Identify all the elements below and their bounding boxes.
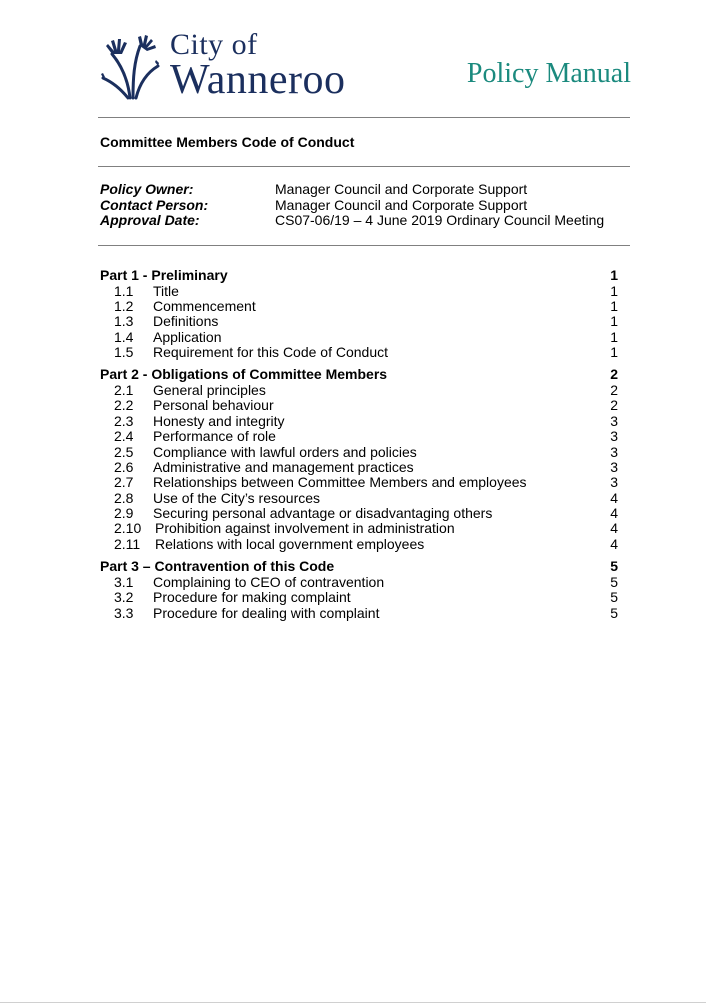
meta-row-approval-date (100, 213, 604, 229)
toc-item-label: Administrative and management practices (153, 458, 414, 475)
toc-item[interactable] (100, 445, 620, 460)
toc-item[interactable] (100, 590, 620, 605)
toc-page-number: 4 (610, 505, 618, 522)
toc-item[interactable] (100, 330, 620, 345)
toc-item[interactable] (100, 475, 620, 490)
toc-page-number: 2 (610, 366, 618, 383)
toc-item-number: 2.4 (114, 428, 134, 445)
toc-page-number: 1 (610, 313, 618, 330)
toc-item-label: Performance of role (153, 428, 276, 445)
toc-item-number: 2.9 (114, 505, 134, 522)
meta-row-contact-person (100, 198, 604, 214)
toc-item[interactable] (100, 460, 620, 475)
toc-item[interactable] (100, 521, 620, 536)
toc-item-label: Commencement (153, 297, 256, 314)
meta-value: Manager Council and Corporate Support (275, 196, 528, 213)
toc-item-number: 1.3 (114, 313, 134, 330)
toc-item[interactable] (100, 299, 620, 314)
toc-page-number: 3 (610, 443, 618, 460)
toc-item[interactable] (100, 429, 620, 444)
toc-item-number: 1.2 (114, 297, 134, 314)
toc-item[interactable] (100, 345, 620, 360)
toc-item[interactable] (100, 491, 620, 506)
toc-part-1[interactable] (100, 268, 620, 284)
toc-item-number: 2.6 (114, 458, 134, 475)
meta-value: Manager Council and Corporate Support (275, 181, 528, 197)
toc-item-number: 2.3 (114, 412, 134, 429)
toc-item-number: 1.4 (114, 328, 134, 345)
logo-wanneroo-text: Wanneroo (170, 57, 346, 103)
toc-item-number: 2.10 (114, 520, 142, 537)
toc-item[interactable] (100, 537, 620, 552)
city-of-wanneroo-logo (100, 30, 350, 102)
toc-item[interactable] (100, 398, 620, 413)
toc-item-label: Honesty and integrity (153, 412, 285, 429)
toc-item-number: 2.2 (114, 397, 134, 414)
toc-page-number: 2 (610, 381, 618, 398)
toc-item-number: 2.5 (114, 443, 134, 460)
toc-item-number: 3.3 (114, 604, 134, 621)
toc-item[interactable] (100, 575, 620, 590)
toc-item-label: Procedure for making complaint (153, 589, 351, 606)
toc-item[interactable] (100, 284, 620, 299)
toc-part-title: Part 1 - Preliminary (100, 267, 228, 283)
page-bottom-edge (0, 1002, 706, 1003)
toc-item-label: Use of the City’s resources (153, 489, 321, 506)
title-divider (98, 166, 630, 167)
meta-label: Contact Person: (100, 196, 209, 213)
toc-page-number: 1 (610, 267, 618, 283)
toc-item-label: Personal behaviour (153, 397, 274, 414)
toc-page-number: 1 (610, 344, 618, 361)
toc-item-label: Prohibition against involvement in administration (155, 520, 455, 537)
toc-page-number: 4 (610, 535, 618, 552)
toc-part-3[interactable] (100, 559, 620, 575)
toc-page-number: 3 (610, 428, 618, 445)
meta-row-policy-owner (100, 182, 604, 198)
toc-item-label: Definitions (153, 313, 219, 330)
logo-city-text: City of (170, 28, 258, 61)
toc-page-number: 5 (610, 558, 618, 575)
toc-item[interactable] (100, 506, 620, 521)
toc-item-label: Securing personal advantage or disadvantaging others (153, 505, 493, 522)
toc-item-label: Relations with local government employees (155, 535, 425, 552)
toc-item-label: Requirement for this Code of Conduct (153, 344, 389, 361)
toc-item[interactable] (100, 606, 620, 621)
toc-item[interactable] (100, 414, 620, 429)
toc-item-number: 2.11 (114, 535, 141, 552)
toc-item[interactable] (100, 383, 620, 398)
toc-page-number: 5 (610, 604, 618, 621)
toc-part-title: Part 3 – Contravention of this Code (100, 558, 335, 575)
toc-page-number: 4 (610, 489, 618, 506)
toc-item-number: 1.1 (114, 282, 134, 299)
toc-item-label: Application (153, 328, 222, 345)
toc-page-number: 3 (610, 458, 618, 475)
kangaroo-paw-icon (100, 32, 162, 100)
toc-item-number: 2.1 (114, 381, 134, 398)
toc-item-number: 3.2 (114, 589, 134, 606)
policy-metadata (100, 182, 604, 229)
toc-part-2[interactable] (100, 367, 620, 383)
metadata-divider (98, 245, 630, 246)
toc-page-number: 3 (610, 474, 618, 491)
toc-page-number: 1 (610, 282, 618, 299)
toc-page-number: 5 (610, 573, 618, 590)
toc-item-label: Title (153, 282, 179, 299)
toc-page-number: 1 (610, 328, 618, 345)
toc-item-label: Complaining to CEO of contravention (153, 573, 385, 590)
policy-manual-title: Policy Manual (466, 58, 631, 89)
toc-item-label: Relationships between Committee Members and employees (153, 474, 527, 491)
toc-part-title: Part 2 - Obligations of Committee Members (100, 366, 388, 383)
toc-page-number: 1 (610, 297, 618, 314)
table-of-contents (100, 268, 620, 621)
meta-label: Approval Date: (100, 212, 200, 228)
header-divider (98, 117, 630, 118)
toc-item-number: 2.8 (114, 489, 134, 506)
toc-page-number: 3 (610, 412, 618, 429)
toc-item-label: General principles (153, 381, 266, 398)
toc-item-label: Compliance with lawful orders and policies (153, 443, 417, 460)
toc-item-number: 2.7 (114, 474, 134, 491)
meta-label: Policy Owner: (100, 181, 194, 197)
toc-page-number: 4 (610, 520, 618, 537)
toc-item-number: 1.5 (114, 344, 134, 361)
toc-page-number: 5 (610, 589, 618, 606)
toc-page-number: 2 (610, 397, 618, 414)
toc-item-label: Procedure for dealing with complaint (153, 604, 380, 621)
document-title: Committee Members Code of Conduct (100, 134, 355, 150)
toc-item[interactable] (100, 314, 620, 329)
meta-value: CS07-06/19 – 4 June 2019 Ordinary Council Meeting (275, 212, 605, 228)
toc-item-number: 3.1 (114, 573, 134, 590)
